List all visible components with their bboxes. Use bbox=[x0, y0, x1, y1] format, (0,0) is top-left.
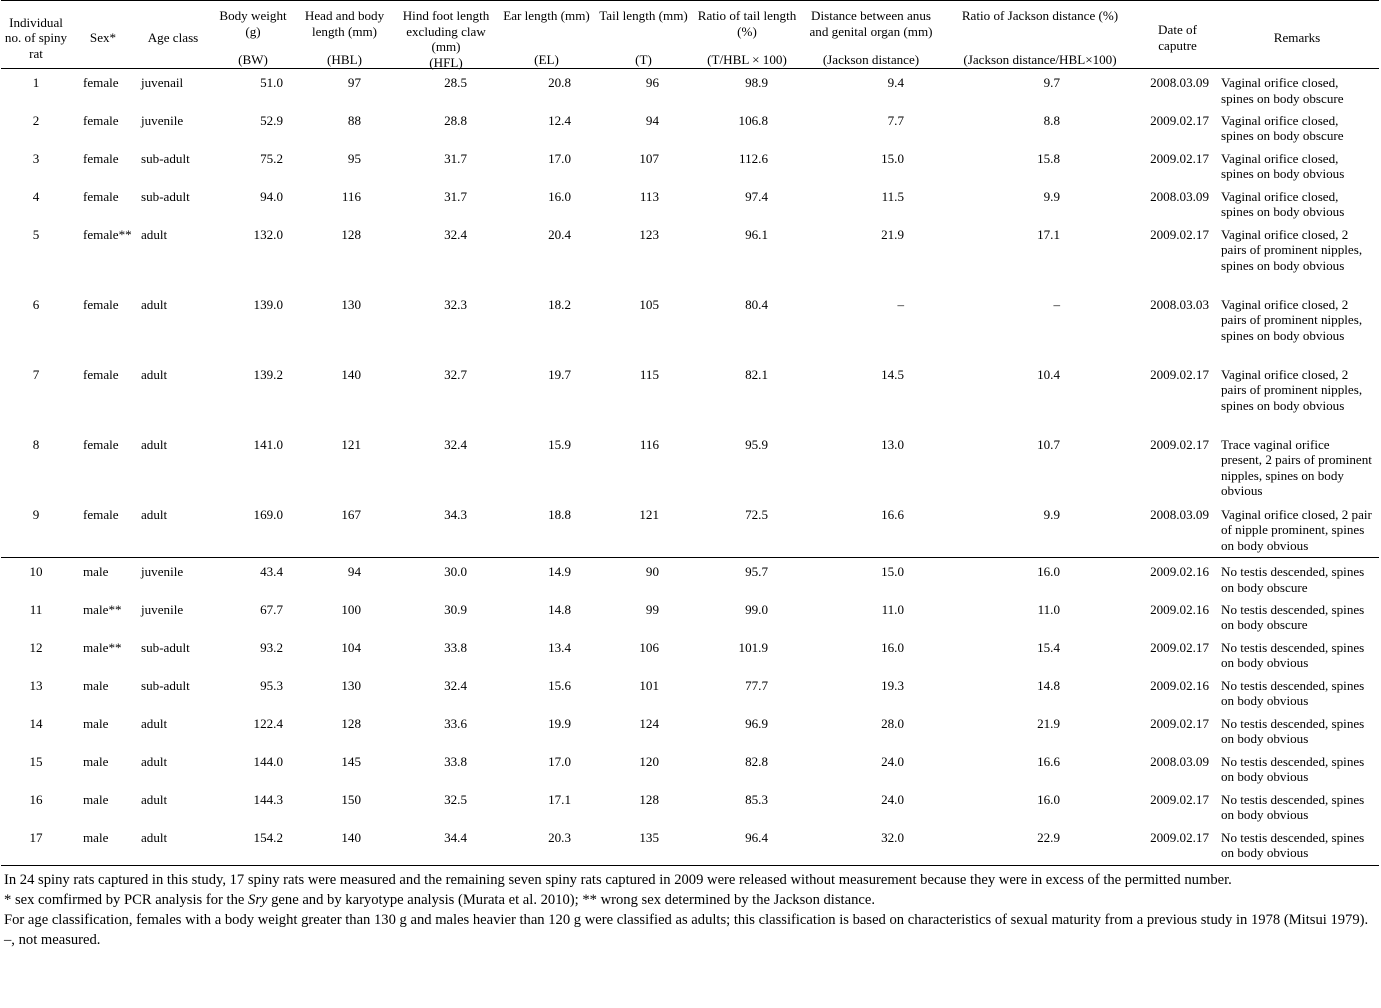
cell-tail-ratio: 101.9 bbox=[738, 639, 768, 655]
header-jackson-distance: Distance between anus and genital organ (mm) (Jackson distance) bbox=[802, 1, 940, 69]
cell-individual-no: 7 bbox=[32, 366, 40, 382]
cell-age-class: juvenile bbox=[141, 601, 184, 617]
cell-hfl: 32.3 bbox=[444, 296, 467, 312]
cell-sex: female bbox=[83, 75, 119, 90]
cell-body-weight: 141.0 bbox=[253, 436, 283, 452]
cell-body-weight: 93.2 bbox=[260, 639, 283, 655]
cell-jackson-ratio: 10.4 bbox=[1037, 366, 1060, 382]
cell-age-class: adult bbox=[141, 296, 168, 312]
cell-hbl: 97 bbox=[347, 75, 361, 90]
cell-hbl: 104 bbox=[341, 639, 361, 655]
cell-jackson-ratio: 11.0 bbox=[1037, 601, 1060, 617]
cell-jackson-distance: 19.3 bbox=[881, 677, 904, 693]
cell-hbl: 128 bbox=[341, 715, 361, 731]
cell-tail-ratio: 112.6 bbox=[739, 150, 768, 166]
cell-ear-length: 12.4 bbox=[548, 112, 571, 128]
cell-ear-length: 13.4 bbox=[548, 639, 571, 655]
cell-ear-length: 17.0 bbox=[548, 150, 571, 166]
cell-jackson-ratio: 14.8 bbox=[1037, 677, 1060, 693]
cell-ear-length: 14.8 bbox=[548, 601, 571, 617]
cell-capture-date: 2009.02.17 bbox=[1150, 366, 1209, 382]
table-row bbox=[1, 361, 1379, 431]
cell-hbl: 130 bbox=[341, 296, 361, 312]
cell-age-class: adult bbox=[141, 753, 168, 769]
cell-tail-length: 99 bbox=[645, 601, 659, 617]
cell-sex: female bbox=[83, 296, 119, 312]
cell-sex: female bbox=[83, 366, 119, 382]
header-remarks: Remarks bbox=[1215, 1, 1379, 69]
table-notes bbox=[0, 866, 1381, 948]
cell-sex: female bbox=[83, 436, 119, 452]
cell-individual-no: 2 bbox=[32, 112, 40, 128]
cell-jackson-distance: 28.0 bbox=[881, 715, 904, 731]
cell-hfl: 28.8 bbox=[444, 112, 467, 128]
cell-hfl: 32.7 bbox=[444, 366, 467, 382]
cell-body-weight: 67.7 bbox=[260, 601, 283, 617]
cell-jackson-distance: 13.0 bbox=[881, 436, 904, 452]
cell-hfl: 31.7 bbox=[444, 150, 467, 166]
cell-sex: female bbox=[83, 188, 119, 204]
cell-body-weight: 52.9 bbox=[260, 112, 283, 128]
cell-hfl: 32.4 bbox=[444, 436, 467, 452]
header-ear-length: Ear length (mm) (EL) bbox=[498, 1, 595, 69]
cell-age-class: adult bbox=[135, 824, 211, 866]
cell-sex: male** bbox=[83, 601, 122, 617]
cell-hbl: 95 bbox=[347, 150, 361, 166]
cell-individual-no: 10 bbox=[1, 558, 71, 596]
cell-tail-ratio: 96.4 bbox=[692, 824, 802, 866]
cell-sex: male bbox=[83, 715, 109, 731]
cell-hbl: 100 bbox=[341, 601, 361, 617]
cell-tail-length: 123 bbox=[639, 226, 659, 242]
table-row bbox=[1, 107, 1379, 145]
cell-tail-ratio: 99.0 bbox=[745, 601, 768, 617]
cell-capture-date: 2009.02.17 bbox=[1150, 715, 1209, 731]
cell-individual-no: 14 bbox=[29, 715, 43, 731]
cell-tail-length: 106 bbox=[639, 639, 659, 655]
cell-tail-ratio: 96.9 bbox=[745, 715, 768, 731]
cell-remarks: No testis descended, spines on body obscure bbox=[1215, 558, 1379, 596]
cell-hbl: 94 bbox=[295, 558, 394, 596]
table-row bbox=[1, 634, 1379, 672]
cell-remarks: Vaginal orifice closed, spines on body obscure bbox=[1221, 75, 1344, 106]
cell-age-class: sub-adult bbox=[141, 639, 190, 655]
cell-body-weight: 144.0 bbox=[253, 753, 283, 769]
table-row bbox=[1, 145, 1379, 183]
cell-jackson-ratio: 17.1 bbox=[1037, 226, 1060, 242]
cell-jackson-ratio: 10.7 bbox=[1037, 436, 1060, 452]
cell-remarks: Vaginal orifice closed, spines on body obscure bbox=[1221, 112, 1344, 144]
cell-tail-length: 107 bbox=[639, 150, 659, 166]
cell-remarks: No testis descended, spines on body obvious bbox=[1221, 791, 1365, 823]
cell-hbl: 145 bbox=[341, 753, 361, 769]
table-row bbox=[1, 221, 1379, 291]
cell-tail-ratio: 77.7 bbox=[745, 677, 768, 693]
cell-sex: female** bbox=[83, 226, 132, 242]
cell-remarks: No testis descended, spines on body obvious bbox=[1221, 639, 1365, 671]
cell-jackson-distance: 21.9 bbox=[881, 226, 904, 242]
cell-hfl: 33.6 bbox=[444, 715, 467, 731]
cell-hfl: 33.8 bbox=[444, 753, 467, 769]
cell-individual-no: 3 bbox=[32, 150, 40, 166]
cell-age-class: juvenail bbox=[141, 75, 184, 90]
cell-ear-length: 20.4 bbox=[548, 226, 571, 242]
cell-jackson-ratio: 22.9 bbox=[940, 824, 1140, 866]
cell-remarks: Trace vaginal orifice present, 2 pairs of prominent nipples, spines on body obvious bbox=[1221, 436, 1372, 499]
cell-individual-no: 13 bbox=[29, 677, 43, 693]
cell-capture-date: 2008.03.09 bbox=[1150, 75, 1209, 90]
cell-tail-ratio: 106.8 bbox=[738, 112, 768, 128]
cell-remarks: Vaginal orifice closed, 2 pair of nipple prominent, spines on body obvious bbox=[1221, 506, 1372, 553]
cell-tail-ratio: 82.1 bbox=[745, 366, 768, 382]
cell-individual-no: 8 bbox=[32, 436, 40, 452]
cell-jackson-ratio: 8.8 bbox=[1043, 112, 1060, 128]
gene-name: Sry bbox=[248, 892, 268, 909]
cell-sex: male bbox=[71, 824, 135, 866]
cell-individual-no: 15 bbox=[29, 753, 43, 769]
measurement-table bbox=[1, 0, 1379, 866]
cell-hbl: 167 bbox=[341, 506, 361, 522]
cell-jackson-ratio: 16.0 bbox=[940, 558, 1140, 596]
table-row bbox=[1, 710, 1379, 748]
cell-remarks: No testis descended, spines on body obvious bbox=[1221, 677, 1365, 709]
cell-age-class: adult bbox=[141, 436, 168, 452]
cell-remarks: Vaginal orifice closed, 2 pairs of prominent nipples, spines on body obvious bbox=[1221, 366, 1363, 413]
cell-tail-length: 116 bbox=[639, 436, 659, 452]
cell-jackson-distance: 16.0 bbox=[881, 639, 904, 655]
cell-age-class: sub-adult bbox=[141, 150, 190, 166]
cell-jackson-ratio: 9.9 bbox=[1043, 188, 1060, 204]
cell-tail-length: 124 bbox=[639, 715, 659, 731]
table-body bbox=[1, 69, 1379, 866]
cell-jackson-ratio: 21.9 bbox=[1037, 715, 1060, 731]
cell-sex: male bbox=[83, 753, 109, 769]
cell-age-class: juvenile bbox=[135, 558, 211, 596]
cell-sex: male bbox=[83, 677, 109, 693]
cell-hfl: 32.4 bbox=[444, 677, 467, 693]
cell-capture-date: 2009.02.17 bbox=[1150, 112, 1209, 128]
cell-hbl: 140 bbox=[341, 366, 361, 382]
cell-hfl: 32.4 bbox=[444, 226, 467, 242]
cell-hbl: 116 bbox=[341, 188, 361, 204]
cell-jackson-distance: 14.5 bbox=[881, 366, 904, 382]
cell-capture-date: 2009.02.17 bbox=[1150, 226, 1209, 242]
cell-jackson-distance: 32.0 bbox=[802, 824, 940, 866]
cell-body-weight: 43.4 bbox=[211, 558, 295, 596]
cell-jackson-ratio: 16.6 bbox=[1037, 753, 1060, 769]
table-row bbox=[1, 786, 1379, 824]
table-row bbox=[1, 69, 1379, 107]
note-not-measured: –, not measured. bbox=[4, 931, 101, 948]
cell-age-class: juvenile bbox=[141, 112, 184, 128]
cell-tail-length: 96 bbox=[645, 75, 659, 90]
table-row bbox=[1, 558, 1379, 596]
cell-hbl: 130 bbox=[341, 677, 361, 693]
table-row bbox=[1, 501, 1379, 558]
cell-body-weight: 95.3 bbox=[260, 677, 283, 693]
cell-jackson-distance: 9.4 bbox=[887, 75, 904, 90]
cell-hfl: 33.8 bbox=[444, 639, 467, 655]
cell-capture-date: 2009.02.17 bbox=[1150, 639, 1209, 655]
cell-ear-length: 14.9 bbox=[498, 558, 595, 596]
cell-jackson-ratio: – bbox=[1053, 296, 1060, 312]
cell-hfl: 32.5 bbox=[444, 791, 467, 807]
cell-remarks: No testis descended, spines on body obvious bbox=[1221, 715, 1365, 747]
cell-tail-length: 135 bbox=[595, 824, 692, 866]
cell-hfl: 34.4 bbox=[394, 824, 498, 866]
cell-age-class: adult bbox=[141, 506, 168, 522]
cell-capture-date: 2009.02.16 bbox=[1150, 677, 1209, 693]
cell-jackson-distance: 24.0 bbox=[881, 753, 904, 769]
cell-body-weight: 139.0 bbox=[253, 296, 283, 312]
cell-jackson-distance: 24.0 bbox=[881, 791, 904, 807]
cell-ear-length: 17.1 bbox=[548, 791, 571, 807]
cell-hbl: 128 bbox=[341, 226, 361, 242]
cell-body-weight: 132.0 bbox=[253, 226, 283, 242]
header-hind-foot-length: Hind foot length excluding claw (mm) (HFL) bbox=[394, 1, 498, 69]
cell-ear-length: 15.6 bbox=[548, 677, 571, 693]
cell-tail-length: 128 bbox=[639, 791, 659, 807]
cell-remarks: Vaginal orifice closed, 2 pairs of prominent nipples, spines on body obvious bbox=[1221, 226, 1363, 273]
cell-body-weight: 169.0 bbox=[253, 506, 283, 522]
cell-age-class: adult bbox=[141, 715, 168, 731]
cell-tail-length: 101 bbox=[639, 677, 659, 693]
cell-jackson-distance: 15.0 bbox=[881, 150, 904, 166]
table-row bbox=[1, 291, 1379, 361]
cell-individual-no: 5 bbox=[32, 226, 40, 242]
cell-capture-date: 2009.02.16 bbox=[1150, 601, 1209, 617]
cell-ear-length: 20.8 bbox=[548, 75, 571, 90]
cell-jackson-distance: 11.5 bbox=[881, 188, 904, 204]
cell-individual-no: 12 bbox=[29, 639, 43, 655]
cell-tail-ratio: 82.8 bbox=[745, 753, 768, 769]
cell-jackson-distance: – bbox=[897, 296, 904, 312]
cell-jackson-distance: 7.7 bbox=[887, 112, 904, 128]
cell-body-weight: 139.2 bbox=[253, 366, 283, 382]
cell-jackson-distance: 16.6 bbox=[881, 506, 904, 522]
table-row bbox=[1, 672, 1379, 710]
cell-hbl: 140 bbox=[295, 824, 394, 866]
header-individual: Individual no. of spiny rat bbox=[1, 1, 71, 69]
cell-tail-ratio: 96.1 bbox=[745, 226, 768, 242]
cell-tail-ratio: 95.7 bbox=[692, 558, 802, 596]
cell-ear-length: 20.3 bbox=[498, 824, 595, 866]
cell-sex: female bbox=[83, 112, 119, 128]
cell-tail-ratio: 72.5 bbox=[745, 506, 768, 522]
cell-ear-length: 15.9 bbox=[548, 436, 571, 452]
cell-age-class: sub-adult bbox=[141, 188, 190, 204]
note-age-classification: For age classification, females with a body weight greater than 130 g and males heavier than 120 g were classified as adults; this classification is based on characteristics of sexual maturity from a previous study in 1978 (Mitsui 1979). bbox=[4, 911, 1369, 928]
cell-hfl: 34.3 bbox=[444, 506, 467, 522]
cell-tail-ratio: 97.4 bbox=[745, 188, 768, 204]
cell-body-weight: 122.4 bbox=[253, 715, 283, 731]
cell-remarks: No testis descended, spines on body obvious bbox=[1221, 753, 1365, 785]
cell-individual-no: 17 bbox=[1, 824, 71, 866]
note-measurement: In 24 spiny rats captured in this study, 17 spiny rats were measured and the remaining seven spiny rats captured in 2009 were released without measurement because they were in excess of the permitted number. bbox=[4, 872, 1232, 889]
cell-capture-date: 2008.03.09 bbox=[1150, 506, 1209, 522]
cell-tail-length: 120 bbox=[639, 753, 659, 769]
cell-tail-length: 113 bbox=[639, 188, 659, 204]
cell-body-weight: 75.2 bbox=[260, 150, 283, 166]
cell-jackson-ratio: 9.9 bbox=[1043, 506, 1060, 522]
cell-individual-no: 1 bbox=[32, 75, 40, 90]
header-sex: Sex* bbox=[71, 1, 135, 69]
cell-individual-no: 6 bbox=[32, 296, 40, 312]
cell-tail-length: 105 bbox=[639, 296, 659, 312]
cell-capture-date: 2009.02.17 bbox=[1150, 436, 1209, 452]
cell-capture-date: 2009.02.17 bbox=[1140, 824, 1215, 866]
cell-tail-ratio: 95.9 bbox=[745, 436, 768, 452]
cell-jackson-distance: 15.0 bbox=[802, 558, 940, 596]
table-row bbox=[1, 596, 1379, 634]
cell-individual-no: 9 bbox=[32, 506, 40, 522]
cell-jackson-ratio: 15.4 bbox=[1037, 639, 1060, 655]
cell-capture-date: 2008.03.09 bbox=[1150, 753, 1209, 769]
header-date: Date of caputre bbox=[1140, 1, 1215, 69]
cell-remarks: Vaginal orifice closed, 2 pairs of prominent nipples, spines on body obvious bbox=[1221, 296, 1363, 343]
cell-tail-length: 115 bbox=[639, 366, 659, 382]
cell-remarks: Vaginal orifice closed, spines on body obvious bbox=[1221, 150, 1345, 182]
cell-tail-length: 94 bbox=[645, 112, 659, 128]
cell-tail-length: 121 bbox=[639, 506, 659, 522]
cell-individual-no: 16 bbox=[29, 791, 43, 807]
cell-tail-length: 90 bbox=[595, 558, 692, 596]
cell-jackson-ratio: 16.0 bbox=[1037, 791, 1060, 807]
cell-capture-date: 2009.02.16 bbox=[1140, 558, 1215, 596]
cell-tail-ratio: 98.9 bbox=[745, 75, 768, 90]
cell-remarks: No testis descended, spines on body obvious bbox=[1215, 824, 1379, 866]
header-age-class: Age class bbox=[135, 1, 211, 69]
cell-capture-date: 2009.02.17 bbox=[1150, 791, 1209, 807]
cell-capture-date: 2009.02.17 bbox=[1150, 150, 1209, 166]
cell-age-class: sub-adult bbox=[141, 677, 190, 693]
cell-body-weight: 144.3 bbox=[253, 791, 283, 807]
table-row bbox=[1, 824, 1379, 866]
cell-individual-no: 4 bbox=[32, 188, 40, 204]
cell-hbl: 88 bbox=[347, 112, 361, 128]
table-header bbox=[1, 1, 1379, 69]
cell-sex: female bbox=[83, 506, 119, 522]
header-tail-ratio: Ratio of tail length (%) (T/HBL × 100) bbox=[692, 1, 802, 69]
cell-sex: male bbox=[71, 558, 135, 596]
cell-remarks: No testis descended, spines on body obscure bbox=[1221, 601, 1365, 633]
cell-capture-date: 2008.03.09 bbox=[1150, 188, 1209, 204]
header-jackson-ratio: Ratio of Jackson distance (%) (Jackson distance/HBL×100) bbox=[940, 1, 1140, 69]
cell-sex: male bbox=[83, 791, 109, 807]
table-row bbox=[1, 431, 1379, 501]
cell-body-weight: 51.0 bbox=[260, 75, 283, 90]
cell-hfl: 28.5 bbox=[444, 75, 467, 90]
cell-capture-date: 2008.03.03 bbox=[1150, 296, 1209, 312]
cell-ear-length: 19.9 bbox=[548, 715, 571, 731]
cell-age-class: adult bbox=[141, 226, 168, 242]
cell-body-weight: 154.2 bbox=[211, 824, 295, 866]
table-row bbox=[1, 183, 1379, 221]
cell-ear-length: 18.2 bbox=[548, 296, 571, 312]
cell-ear-length: 18.8 bbox=[548, 506, 571, 522]
cell-body-weight: 94.0 bbox=[260, 188, 283, 204]
cell-hfl: 31.7 bbox=[444, 188, 467, 204]
cell-sex: female bbox=[83, 150, 119, 166]
header-tail-length: Tail length (mm) (T) bbox=[595, 1, 692, 69]
table-row bbox=[1, 748, 1379, 786]
cell-hbl: 150 bbox=[341, 791, 361, 807]
cell-remarks: Vaginal orifice closed, spines on body obvious bbox=[1221, 188, 1345, 220]
cell-sex: male** bbox=[83, 639, 122, 655]
note-sex: * sex comfirmed by PCR analysis for the Sry gene and by karyotype analysis (Murata et al. 2010); ** wrong sex determined by the Jackson distance. bbox=[4, 892, 875, 909]
header-head-body-length: Head and body length (mm) (HBL) bbox=[295, 1, 394, 69]
cell-jackson-distance: 11.0 bbox=[881, 601, 904, 617]
cell-ear-length: 19.7 bbox=[548, 366, 571, 382]
cell-age-class: adult bbox=[141, 366, 168, 382]
header-body-weight: Body weight (g) (BW) bbox=[211, 1, 295, 69]
cell-tail-ratio: 80.4 bbox=[745, 296, 768, 312]
cell-hbl: 121 bbox=[341, 436, 361, 452]
cell-ear-length: 16.0 bbox=[548, 188, 571, 204]
cell-tail-ratio: 85.3 bbox=[745, 791, 768, 807]
cell-age-class: adult bbox=[141, 791, 168, 807]
cell-hfl: 30.0 bbox=[394, 558, 498, 596]
cell-individual-no: 11 bbox=[29, 601, 43, 617]
cell-jackson-ratio: 9.7 bbox=[1043, 75, 1060, 90]
cell-ear-length: 17.0 bbox=[548, 753, 571, 769]
cell-hfl: 30.9 bbox=[444, 601, 467, 617]
cell-jackson-ratio: 15.8 bbox=[1037, 150, 1060, 166]
